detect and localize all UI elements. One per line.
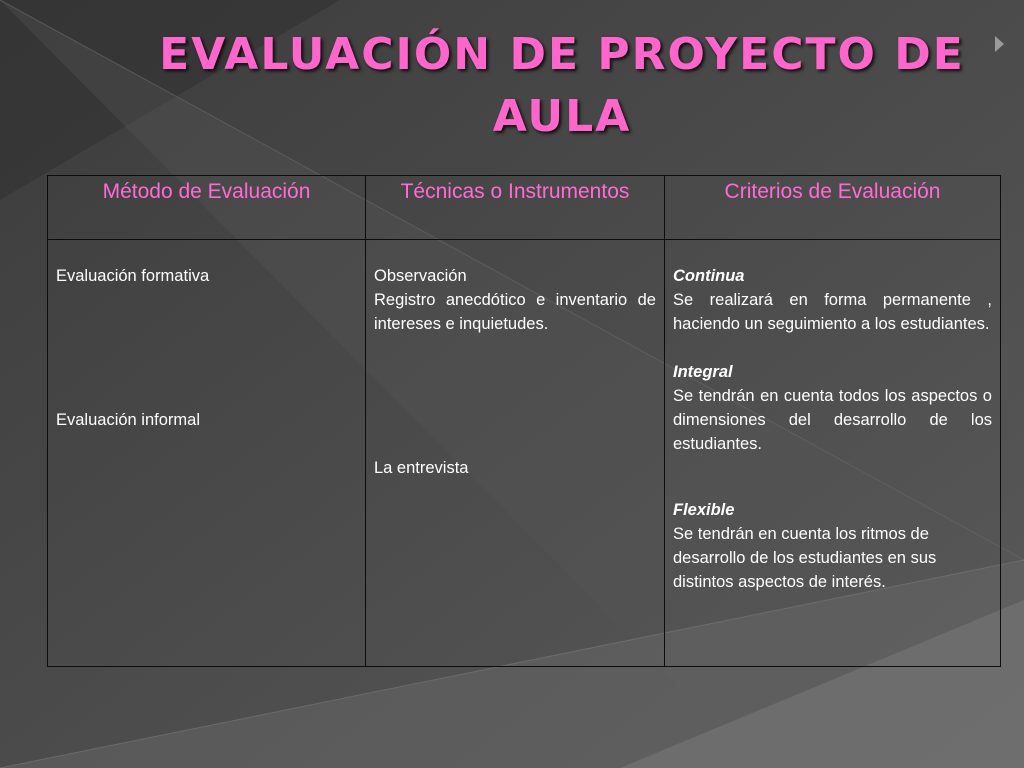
table-header-row [48, 176, 1001, 240]
header-metodo: Método de Evaluación [48, 176, 366, 240]
metodo-formativa: Evaluación formativa [56, 267, 210, 285]
criterio-flexible-title: Flexible [673, 501, 735, 519]
criterio-integral-title: Integral [673, 363, 733, 381]
cell-tecnicas [366, 240, 665, 667]
criterio-continua-text: Se realizará en forma permanente , haciendo un seguimiento a los estudiantes. [673, 291, 992, 333]
criterio-flexible-text: Se tendrán en cuenta los ritmos de desarrollo de los estudiantes en sus distintos aspectos de interés. [673, 525, 937, 591]
header-tecnicas: Técnicas o Instrumentos [366, 176, 665, 240]
slide-title: EVALUACIÓN DE PROYECTO DE AULA [159, 29, 965, 142]
criterio-continua-title: Continua [673, 267, 745, 285]
cell-criterios [665, 240, 1001, 667]
metodo-informal: Evaluación informal [56, 411, 200, 429]
table-row [48, 240, 1001, 667]
header-criterios: Criterios de Evaluación [665, 176, 1001, 240]
tecnica-entrevista: La entrevista [374, 459, 469, 477]
evaluation-table [47, 175, 1001, 667]
tecnica-observacion: Observación Registro anecdótico e inventario de intereses e inquietudes. [374, 267, 656, 333]
cell-metodo [48, 240, 366, 667]
criterio-integral-text: Se tendrán en cuenta todos los aspectos o dimensiones del desarrollo de los estudiantes. [673, 387, 992, 453]
